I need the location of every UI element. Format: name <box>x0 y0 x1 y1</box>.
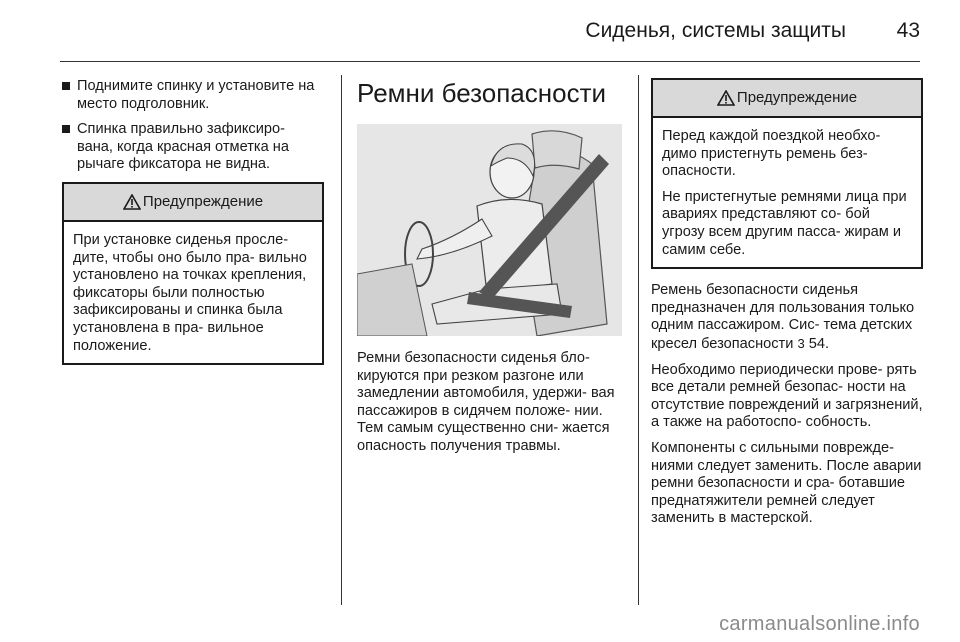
figure <box>357 124 622 336</box>
warning-triangle-icon <box>123 194 141 210</box>
watermark: carmanualsonline.info <box>719 613 920 635</box>
warning-body <box>64 222 322 363</box>
page-reference[interactable]: 54. <box>808 335 830 352</box>
warning-box <box>62 182 324 365</box>
page-number: 43 <box>896 19 920 42</box>
list-item <box>62 78 324 113</box>
bullet-square-icon <box>62 125 70 133</box>
body-paragraph: Компоненты с сильными поврежде- ниями следует заменить. После аварии ремни безопасности и сра- ботавшие преднатяжители ремней следует заменить в мастерской. <box>651 439 922 527</box>
bullet-square-icon <box>62 82 70 90</box>
warning-text: Не пристегнутые ремнями лица при авариях представляют со- бой угрозу всем другим пасса- жирам и самим себе. <box>662 188 907 258</box>
warning-text: Перед каждой поездкой необхо- димо пристегнуть ремень без- опасности. <box>662 128 881 180</box>
seat-belt-illustration-icon <box>357 124 622 336</box>
figure-caption: Ремни безопасности сиденья бло- кируются при резком разгоне или замедлении автомобиля, удержи- вая пассажиров в сидячем положе- нии. Тем самым существенно сни- жается опасность получения травмы. <box>357 350 615 454</box>
right-column <box>651 78 923 536</box>
warning-text: При установке сиденья просле- дите, чтобы оно было пра- вильно установлено на точках крепления, фиксаторы были полностью зафиксированы и спинка была установлена в пра- вильное положение. <box>73 231 307 354</box>
warning-header <box>64 184 322 222</box>
body-paragraph <box>651 282 923 353</box>
section-title: Ремни безопасности <box>357 78 607 108</box>
list-item <box>62 121 324 174</box>
body-text: Ремень безопасности сиденья предназначен для пользования только одним пассажиром. Сис- тема детских кресел безопасности <box>651 282 915 352</box>
warning-header <box>653 80 921 118</box>
warning-body <box>653 118 921 267</box>
page-reference-icon: 3 <box>797 335 805 351</box>
middle-column <box>357 78 622 464</box>
bullet-text: Поднимите спинку и установите на место подголовник. <box>77 78 315 112</box>
page-title: Сиденья, системы защиты <box>585 19 846 42</box>
page-header <box>60 0 920 62</box>
left-column <box>62 78 324 365</box>
warning-triangle-icon <box>717 90 735 106</box>
warning-box <box>651 78 923 269</box>
column-divider-right <box>638 75 639 605</box>
bullet-text: Спинка правильно зафиксиро- вана, когда красная отметка на рычаге фиксатора не видна. <box>77 121 289 173</box>
column-divider-left <box>341 75 342 605</box>
warning-heading: Предупреждение <box>142 193 264 211</box>
body-paragraph: Необходимо периодически прове- рять все детали ремней безопас- ности на отсутствие повреждений и загрязнений, а также на работоспо- собность. <box>651 361 923 431</box>
warning-heading: Предупреждение <box>736 89 858 107</box>
